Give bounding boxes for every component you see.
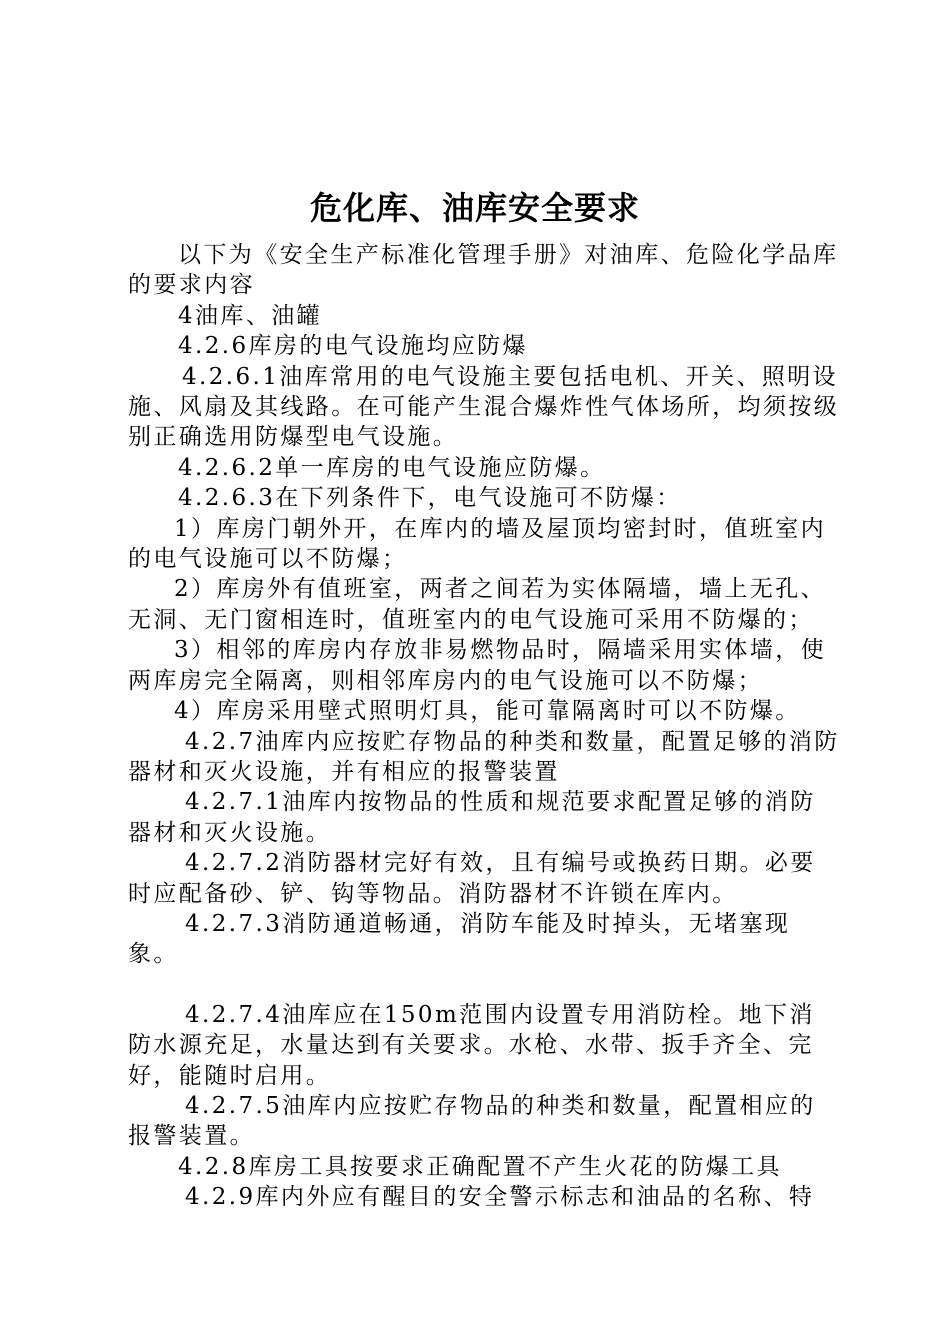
paragraph-4-2-6-1: 4.2.6.1油库常用的电气设施主要包括电机、开关、照明设施、风扇及其线路。在可能产生混合爆炸性气体场所，均须按级别正确选用防爆型电气设施。 (128, 363, 840, 451)
paragraph-condition-3: 3）相邻的库房内存放非易燃物品时，隔墙采用实体墙，使两库房完全隔离，则相邻库房内的电气设施可以不防爆； (128, 637, 827, 694)
paragraph-4-2-9: 4.2.9库内外应有醒目的安全警示标志和油品的名称、特 (185, 1184, 815, 1211)
paragraph-4-2-6-2: 4.2.6.2单一库房的电气设施应防爆。 (178, 454, 606, 481)
paragraph-4-2-7-5: 4.2.7.5油库内应按贮存物品的种类和数量，配置相应的报警装置。 (128, 1092, 816, 1150)
paragraph-4-2-7: 4.2.7油库内应按贮存物品的种类和数量，配置足够的消防器材和灭火设施，并有相应的报警装置 (128, 728, 840, 785)
paragraph-4-2-6: 4.2.6库房的电气设施均应防爆 (178, 333, 528, 360)
document-title: 危化库、油库安全要求 (309, 189, 640, 227)
paragraph-4-2-7-3: 4.2.7.3消防通道畅通，消防车能及时掉头，无堵塞现象。 (128, 910, 791, 968)
paragraph-4-2-7-4: 4.2.7.4油库应在150m范围内设置专用消防栓。地下消防水源充足，水量达到有关要求。水枪、水带、扳手齐全、完好，能随时启用。 (128, 1001, 815, 1089)
paragraph-condition-1: 1）库房门朝外开，在库内的墙及屋顶均密封时，值班室内的电气设施可以不防爆； (128, 515, 827, 573)
paragraph-4-2-6-3: 4.2.6.3在下列条件下，电气设施可不防爆： (178, 485, 682, 512)
paragraph-intro: 以下为《安全生产标准化管理手册》对油库、危险化学品库的要求内容 (128, 242, 839, 299)
paragraph-condition-4: 4）库房采用壁式照明灯具，能可靠隔离时可以不防爆。 (174, 698, 801, 725)
paragraph-4-2-8: 4.2.8库房工具按要求正确配置不产生火花的防爆工具 (178, 1153, 782, 1180)
document-body (128, 240, 840, 1213)
paragraph-4-2-7-2: 4.2.7.2消防器材完好有效，且有编号或换药日期。必要时应配备砂、铲、钩等物品。消防器材不许锁在库内。 (128, 850, 816, 907)
paragraph-condition-2: 2）库房外有值班室，两者之间若为实体隔墙，墙上无孔、无洞、无门窗相连时，值班室内的电气设施可采用不防爆的； (128, 576, 827, 633)
paragraph-4-2-7-1: 4.2.7.1油库内按物品的性质和规范要求配置足够的消防器材和灭火设施。 (128, 789, 816, 846)
paragraph-section-4: 4油库、油罐 (178, 302, 323, 329)
